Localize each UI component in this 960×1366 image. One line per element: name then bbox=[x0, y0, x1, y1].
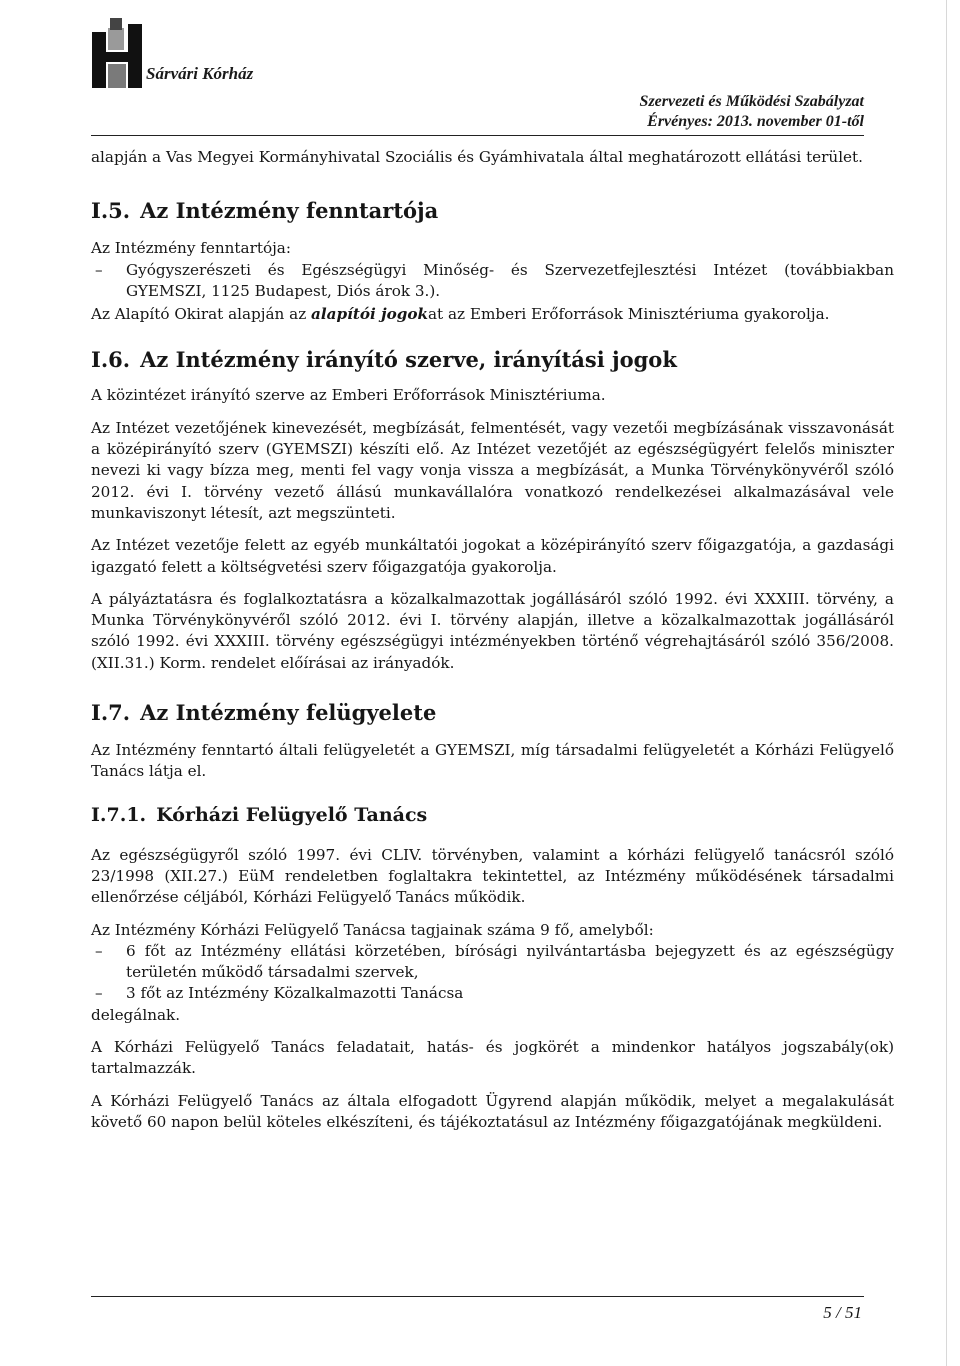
section-title: Az Intézmény irányító szerve, irányítási jogok bbox=[140, 347, 677, 373]
section-heading-1-7-1 bbox=[91, 803, 894, 827]
paragraph: Az Intézmény fenntartó általi felügyeletét a GYEMSZI, míg társadalmi felügyeletét a Kórházi Felügyelő Tanács látja el. bbox=[91, 741, 894, 781]
header-divider bbox=[91, 135, 864, 136]
document-validity: Érvényes: 2013. november 01-től bbox=[647, 113, 864, 130]
section-title: Az Intézmény fenntartója bbox=[140, 198, 439, 224]
document-header bbox=[640, 92, 864, 132]
list-item: – Gyógyszerészeti és Egészségügyi Minőség- és Szervezetfejlesztési Intézet (továbbiakban GYEMSZI, 1125 Budapest, Diós árok 3.). bbox=[91, 260, 894, 303]
paragraph: A közintézet irányító szerve az Emberi Erőforrások Minisztériuma. bbox=[91, 386, 606, 405]
paragraph: A Kórházi Felügyelő Tanács feladatait, hatás- és jogkörét a mindenkor hatályos jogszabály(ok) tartalmazzák. bbox=[91, 1038, 894, 1078]
text-run: Az Alapító Okirat alapján az bbox=[91, 305, 312, 324]
section-heading-1-6 bbox=[91, 347, 894, 373]
scan-edge bbox=[946, 0, 947, 1366]
paragraph: Az egészségügyről szóló 1997. évi CLIV. törvényben, valamint a kórházi felügyelő tanácsról szóló 23/1998 (XII.27.) EüM rendeletben foglaltakra tekintettel, az Intézmény működésének társadalmi ellenőrzése céljából, Kórházi Felügyelő Tanács működik. bbox=[91, 845, 894, 907]
section-number: I.7.1. bbox=[91, 803, 147, 826]
founding-paragraph bbox=[91, 304, 894, 325]
maintainer-label: Az Intézmény fenntartója: bbox=[91, 239, 291, 258]
hospital-logo-icon bbox=[92, 18, 142, 88]
list-item: – 3 főt az Intézmény Közalkalmazotti Tanácsa bbox=[91, 983, 894, 1004]
section-heading-1-7 bbox=[91, 700, 894, 726]
paragraph: Az Intézet vezetőjének kinevezését, megbízását, felmentését, vagy vezetői megbízásának visszavonását a középirányító szerv (GYEMSZI) készíti elő. Az Intézet vezetőjét az egészségügyért felelős miniszter nevezi ki vagy bízza meg, menti fel vagy vonja vissza a megbízását, a Munka Törvénykönyvéről szóló 2012. évi I. törvény vezető állású munkavállalóra vonatkozó rendelkezései alkalmazásával vele munkaviszonyt létesít, azt megszünteti. bbox=[91, 418, 894, 522]
section-number: I.7. bbox=[91, 700, 131, 726]
paragraph: Az Intézmény Kórházi Felügyelő Tanácsa tagjainak száma 9 fő, amelyből: bbox=[91, 920, 654, 939]
page-number: 5 / 51 bbox=[823, 1303, 862, 1322]
section-heading-1-5 bbox=[91, 198, 894, 224]
section-title: Kórházi Felügyelő Tanács bbox=[156, 803, 428, 826]
list-item: – 6 főt az Intézmény ellátási körzetében, bírósági nyilvántartásba bejegyzett és az egészségügy területén működő társadalmi szervek, bbox=[91, 941, 894, 984]
emphasis-text: alapítói jogok bbox=[311, 305, 428, 324]
document-body bbox=[91, 147, 894, 1133]
paragraph: Az Intézet vezetője felett az egyéb munkáltatói jogokat a középirányító szerv főigazgatója, a gazdasági igazgató felett a költségvetési szerv főigazgatója gyakorolja. bbox=[91, 536, 894, 576]
footer-divider bbox=[91, 1296, 864, 1297]
hospital-name: Sárvári Kórház bbox=[146, 64, 254, 83]
section-number: I.6. bbox=[91, 347, 131, 373]
intro-paragraph: alapján a Vas Megyei Kormányhivatal Szociális és Gyámhivatala által meghatározott ellátási terület. bbox=[91, 148, 863, 166]
section-number: I.5. bbox=[91, 198, 131, 224]
text-run: at az Emberi Erőforrások Minisztériuma gyakorolja. bbox=[428, 305, 830, 324]
paragraph: A pályáztatásra és foglalkoztatásra a közalkalmazottak jogállásáról szóló 1992. évi XXXIII. törvény, a Munka Törvénykönyvéről szóló 2012. évi I. törvény alapján, illetve a közalkalmazottak jogállásáról szóló 1992. évi XXXIII. törvény egészségügyi intézményekben történő végrehajtásáról szóló 356/2008. (XII.31.) Korm. rendelet előírásai az irányadók. bbox=[91, 589, 894, 672]
paragraph: delegálnak. bbox=[91, 1005, 181, 1024]
paragraph: A Kórházi Felügyelő Tanács az általa elfogadott Ügyrend alapján működik, melyet a megalakulását követő 60 napon belül köteles elkészíteni, és tájékoztatásul az Intézmény főigazgatójának megküldeni. bbox=[91, 1091, 894, 1131]
section-title: Az Intézmény felügyelete bbox=[140, 700, 437, 726]
document-title: Szervezeti és Működési Szabályzat bbox=[639, 93, 864, 110]
